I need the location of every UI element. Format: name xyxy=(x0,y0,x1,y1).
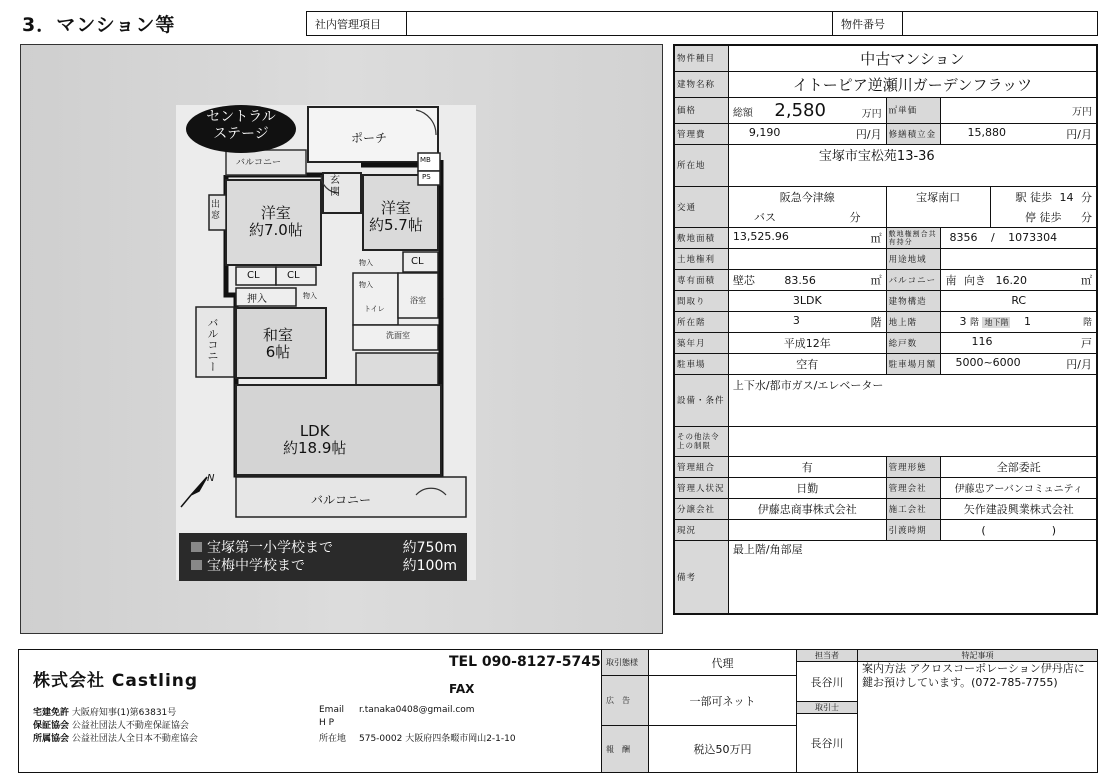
entrance-char-1: 玄 xyxy=(330,175,340,186)
price-cell xyxy=(728,97,886,123)
mgmt-co-value: 伊藤忠アーバンコミュニティ xyxy=(941,477,1097,498)
balcony-area-unit: ㎡ xyxy=(1081,273,1092,287)
above-label: 地上階 xyxy=(886,311,941,332)
parking-fee-label: 駐車場月額 xyxy=(886,353,941,374)
special-label: 特記事項 xyxy=(858,650,1098,662)
below-value: 1 xyxy=(1023,315,1031,328)
units-cell xyxy=(941,332,1097,353)
closet-label-3: CL xyxy=(411,256,424,267)
special-notes xyxy=(858,662,1098,773)
mgmt-fee-label: 管理費 xyxy=(674,123,728,144)
manager-label: 管理人状況 xyxy=(674,477,728,498)
license-value: 大阪府知事(1)第63831号 xyxy=(71,708,177,718)
fee-label: 報酬 xyxy=(602,726,649,773)
school-info xyxy=(207,539,457,575)
status-label: 現況 xyxy=(674,519,728,540)
tel-value: TEL 090-8127-5745 xyxy=(449,654,601,670)
staff-label: 担当者 xyxy=(797,650,858,662)
entrance-char-2: 関 xyxy=(330,187,340,198)
walk-min: 14 xyxy=(1059,190,1074,204)
built-label: 築年月 xyxy=(674,332,728,353)
union-value: 有 xyxy=(728,456,886,477)
internal-management-box xyxy=(306,11,1098,36)
remarks-label: 備考 xyxy=(674,540,728,614)
land-share-num: 8356 xyxy=(949,231,978,244)
school2-name: 宝梅中学校まで xyxy=(207,558,305,574)
floor-plan-photo xyxy=(20,44,663,634)
floor-area-cell xyxy=(728,269,886,290)
washitsu-name: 和室 xyxy=(263,326,294,344)
built-value: 平成12年 xyxy=(728,332,886,353)
email-label: Email xyxy=(319,705,344,715)
price-unit: 万円 xyxy=(861,108,882,120)
assoc-value: 公益社団法人全日本不動産協会 xyxy=(71,734,198,744)
room1-name: 洋室 xyxy=(260,204,291,222)
ad-label: 広告 xyxy=(602,676,649,726)
legal-value xyxy=(728,426,1097,456)
walk-cell xyxy=(990,186,1097,207)
porch-label: ポーチ xyxy=(351,131,388,145)
zoning-label: 用途地域 xyxy=(886,248,941,269)
type-value: 中古マンション xyxy=(728,45,1097,71)
mgmt-form-label: 管理形態 xyxy=(886,456,941,477)
land-share-slash: / xyxy=(990,231,995,244)
balcony-area: 16.20 xyxy=(995,273,1027,287)
parking-value: 空有 xyxy=(728,353,886,374)
repair-cell xyxy=(941,123,1097,144)
land-share-den: 1073304 xyxy=(1008,231,1058,244)
units-label: 総戸数 xyxy=(886,332,941,353)
washitsu-size: 6帖 xyxy=(265,343,291,361)
assoc-label: 所属協会 xyxy=(33,734,70,744)
stop-cell xyxy=(990,207,1097,228)
email-row xyxy=(319,705,344,715)
floor-label: 所在階 xyxy=(674,311,728,332)
window-char-1: 出 xyxy=(211,200,221,210)
floor-value: 3 xyxy=(792,313,800,327)
mb-label: MB xyxy=(420,156,431,164)
mgmt-fee-unit: 円/月 xyxy=(855,127,882,141)
parking-fee-unit: 円/月 xyxy=(1066,357,1092,371)
address-value: 宝塚市宝松苑13-36 xyxy=(728,144,1097,186)
bath-label: 浴室 xyxy=(410,296,426,305)
units-value: 116 xyxy=(971,334,993,348)
ldk-label xyxy=(283,423,346,457)
compass-icon: N xyxy=(207,473,215,484)
floor-area-label: 専有面積 xyxy=(674,269,728,290)
balcony-cell xyxy=(941,269,1097,290)
ldk-size: 約18.9帖 xyxy=(283,439,347,457)
land-share-label: 敷地権割合共有持分 xyxy=(886,227,941,248)
seller-label: 分譲会社 xyxy=(674,498,728,519)
floor-area: 83.56 xyxy=(784,273,816,287)
handover-label: 引渡時期 xyxy=(886,519,941,540)
ldk-name: LDK xyxy=(299,422,330,440)
stop-label: 停 xyxy=(1025,210,1036,224)
addr-value: 575-0002 大阪府四条畷市岡山2-1-10 xyxy=(359,734,516,744)
guarantee-value: 公益社団法人不動産保証協会 xyxy=(71,721,189,731)
mgmt-fee: 9,190 xyxy=(748,125,781,139)
below-unit: 階 xyxy=(1082,318,1092,328)
bus-cell xyxy=(728,207,886,228)
deal-value: 代理 xyxy=(649,650,797,676)
mgmt-form-value: 全部委託 xyxy=(941,456,1097,477)
seller-value: 伊藤忠商事株式会社 xyxy=(728,498,886,519)
mgmt-label: 社内管理項目 xyxy=(307,12,407,35)
builder-value: 矢作建設興業株式会社 xyxy=(941,498,1097,519)
below-label: 地下階 xyxy=(984,318,1009,327)
deal-label: 取引態様 xyxy=(602,650,649,676)
layout-value: 3LDK xyxy=(728,290,886,311)
line-value: 阪急今津線 xyxy=(728,186,886,207)
school-row-1 xyxy=(207,539,457,557)
guarantee-row xyxy=(33,718,189,731)
balcony-side-label: バルコニー xyxy=(206,317,219,372)
walk-label: 徒歩 xyxy=(1030,190,1052,204)
builder-label: 施工会社 xyxy=(886,498,941,519)
legal-label: その他法令上の制限 xyxy=(674,426,728,456)
special-line-1: 案内方法 アクロスコーポレーション伊丹店に xyxy=(862,662,1085,675)
closet-label-2: CL xyxy=(287,270,300,281)
station-value: 宝塚南口 xyxy=(886,186,990,207)
price-total-label: 総額 xyxy=(732,107,753,119)
balcony-direction: 南 xyxy=(945,273,957,287)
guarantee-label: 保証協会 xyxy=(33,721,70,731)
remarks-value: 最上階/角部屋 xyxy=(728,540,1097,614)
room2-size: 約5.7帖 xyxy=(369,216,423,234)
layout-label: 間取り xyxy=(674,290,728,311)
repair-fee: 15,880 xyxy=(967,125,1006,139)
name-label: 建物名称 xyxy=(674,71,728,97)
property-id-label: 物件番号 xyxy=(833,12,903,35)
school2-distance: 約100m xyxy=(402,558,457,574)
balcony-label: バルコニー xyxy=(886,269,941,290)
balcony-bottom-label: バルコニー xyxy=(311,493,372,507)
mgmt-value xyxy=(407,12,833,35)
washroom-label: 洗面室 xyxy=(386,331,410,340)
land-right-value xyxy=(728,248,886,269)
name-value: イトーピア逆瀬川ガーデンフラッツ xyxy=(728,71,1097,97)
parking-label: 駐車場 xyxy=(674,353,728,374)
tsubo-unit: 万円 xyxy=(1072,106,1092,118)
land-area-unit: ㎡ xyxy=(870,231,882,245)
floor-area-unit: ㎡ xyxy=(870,273,882,287)
badge-line-2: ステージ xyxy=(213,126,269,142)
floor-area-type: 壁芯 xyxy=(732,273,755,287)
fax-label: FAX xyxy=(449,682,475,696)
land-share-cell xyxy=(941,227,1097,248)
land-area: 13,525.96 xyxy=(732,229,789,243)
transfer-value: 長谷川 xyxy=(797,714,858,773)
school-row-2 xyxy=(207,557,457,575)
window-char-2: 窓 xyxy=(211,211,221,221)
handover-value: ( ) xyxy=(941,519,1097,540)
property-id-value xyxy=(903,12,1097,35)
repair-label: 修繕積立金 xyxy=(886,123,941,144)
storage-label-3: 物入 xyxy=(359,281,373,289)
status-value xyxy=(728,519,886,540)
transfer-label: 取引士 xyxy=(797,702,858,714)
mgmt-co-label: 管理会社 xyxy=(886,477,941,498)
license-row xyxy=(33,705,176,718)
room1-label xyxy=(249,205,303,239)
room2-label xyxy=(369,200,423,234)
structure-label: 建物構造 xyxy=(886,290,941,311)
type-label: 物件種目 xyxy=(674,45,728,71)
page-title: 3．マンション等 xyxy=(22,14,176,36)
land-right-label: 土地権利 xyxy=(674,248,728,269)
special-line-2: 鍵お預けしています。(072-785-7755) xyxy=(862,676,1058,689)
washitsu-label xyxy=(263,327,293,361)
mgmt-fee-cell xyxy=(728,123,886,144)
spec-table-wrap xyxy=(673,44,1098,615)
addr-label: 所在地 xyxy=(319,734,347,744)
ad-value: 一部可ネット xyxy=(649,676,797,726)
stop-blank xyxy=(886,207,990,228)
walk-unit: 分 xyxy=(1081,190,1092,204)
license-label: 宅建免許 xyxy=(33,708,70,718)
balcony-direction-suffix: 向き xyxy=(963,273,986,287)
entrance-label xyxy=(330,175,340,199)
units-unit: 戸 xyxy=(1081,336,1092,350)
balcony-top-label: バルコニー xyxy=(236,158,282,168)
address-label: 所在地 xyxy=(674,144,728,186)
ps-label: PS xyxy=(422,173,431,181)
room2-name: 洋室 xyxy=(380,199,411,217)
staff-value: 長谷川 xyxy=(797,662,858,702)
structure-value: RC xyxy=(941,290,1097,311)
school1-distance: 約750m xyxy=(402,540,457,556)
building-badge xyxy=(201,109,281,143)
email-value[interactable]: r.tanaka0408@gmail.com xyxy=(359,705,475,715)
hp-label: H P xyxy=(319,718,335,728)
company-name: 株式会社 Castling xyxy=(33,671,199,691)
parking-fee-cell xyxy=(941,353,1097,374)
deal-table xyxy=(601,649,797,773)
parking-fee: 5000~6000 xyxy=(955,355,1021,369)
tsubo-cell xyxy=(941,97,1097,123)
union-label: 管理組合 xyxy=(674,456,728,477)
toilet-label: トイレ xyxy=(364,305,385,313)
school1-name: 宝塚第一小学校まで xyxy=(207,540,333,556)
closet-label-1: CL xyxy=(247,270,260,281)
counter-label: カウンター xyxy=(437,285,444,315)
bus-label: バス xyxy=(754,210,776,224)
staff-table xyxy=(796,649,858,773)
above-unit: 階 xyxy=(969,318,979,328)
transport-label: 交通 xyxy=(674,186,728,227)
footer-company-box xyxy=(18,649,1098,773)
land-area-label: 敷地面積 xyxy=(674,227,728,248)
price-label: 価格 xyxy=(674,97,728,123)
station-suffix: 駅 xyxy=(1015,190,1027,204)
stop-unit: 分 xyxy=(1081,210,1092,224)
tsubo-label: ㎡単価 xyxy=(886,97,941,123)
repair-fee-unit: 円/月 xyxy=(1066,127,1092,141)
fee-value: 税込50万円 xyxy=(649,726,797,773)
room1-size: 約7.0帖 xyxy=(249,221,303,239)
bus-unit: 分 xyxy=(849,210,861,224)
above-value: 3 xyxy=(959,315,967,328)
levels-cell xyxy=(941,311,1097,332)
storage-label-1: 物入 xyxy=(359,259,373,267)
floor-unit: 階 xyxy=(870,315,882,329)
equip-value: 上下水/都市ガス/エレベーター xyxy=(728,374,1097,426)
badge-line-1: セントラル xyxy=(206,109,276,125)
zoning-value xyxy=(941,248,1097,269)
assoc-row xyxy=(33,731,198,744)
spec-table xyxy=(673,44,1098,615)
stop-walk-label: 徒歩 xyxy=(1039,210,1062,224)
price-total: 2,580 xyxy=(774,99,826,121)
equip-label: 設備・条件 xyxy=(674,374,728,426)
manager-value: 日勤 xyxy=(728,477,886,498)
special-table xyxy=(857,649,1098,773)
window-label xyxy=(211,200,220,222)
oshiire-label: 押入 xyxy=(247,294,267,305)
floor-cell xyxy=(728,311,886,332)
storage-label-2: 物入 xyxy=(303,292,317,300)
land-area-cell xyxy=(728,227,886,248)
